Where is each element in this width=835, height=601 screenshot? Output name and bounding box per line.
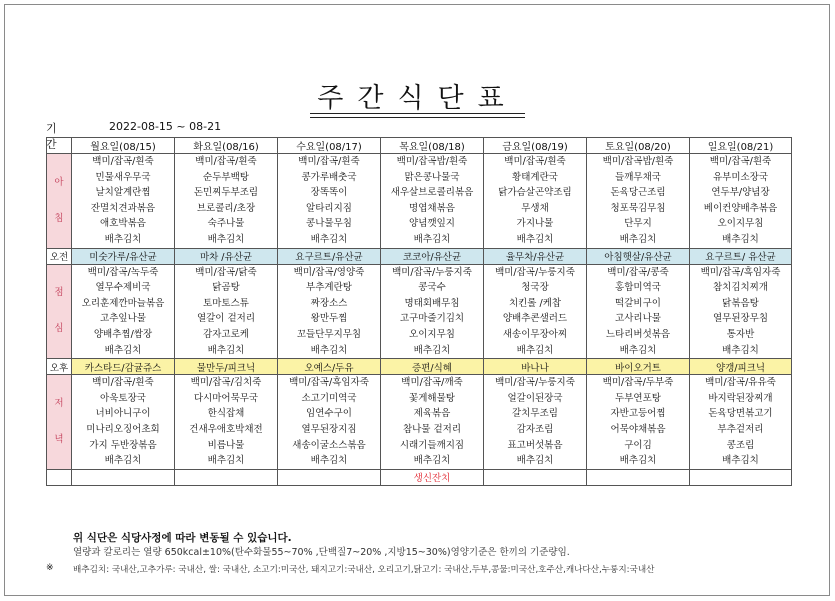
event-cell — [484, 469, 587, 485]
menu-item: 콩조림 — [726, 439, 755, 451]
am-snack-cell: 요구르트/ 유산균 — [690, 248, 792, 264]
am-snack-cell: 미숫가루/유산균 — [72, 248, 175, 264]
menu-item: 구이김 — [624, 439, 652, 451]
header-row — [47, 138, 792, 154]
menu-item: 장똑똑이 — [310, 187, 348, 199]
menu-item: 애호박볶음 — [100, 218, 146, 230]
menu-item: 감자고로케 — [203, 328, 249, 340]
menu-item: 홍합미역국 — [615, 282, 661, 294]
menu-item: 배추김치 — [722, 344, 759, 356]
dinner-label: 저 녁 — [47, 375, 72, 470]
menu-item: 백미/잡곡/흰죽 — [298, 156, 360, 167]
menu-item: 배추김치 — [310, 344, 348, 356]
menu-item: 감자조림 — [516, 423, 554, 435]
menu-item: 아욱토장국 — [100, 392, 146, 404]
dinner-cell — [278, 375, 381, 470]
menu-item: 얼갈이된장국 — [507, 392, 563, 404]
menu-item: 배추김치 — [413, 233, 451, 245]
am-snack-cell: 마차 /유산균 — [175, 248, 278, 264]
breakfast-cell — [278, 154, 381, 249]
menu-item: 가지나물 — [516, 218, 554, 230]
menu-item: 백미/잡곡/유유죽 — [705, 377, 776, 389]
menu-item: 알타리지짐 — [306, 202, 352, 214]
menu-item: 치킨롤 /케찹 — [508, 297, 562, 309]
menu-item: 양념깻잎지 — [409, 218, 455, 230]
pm-snack-cell: 양갱/피크닉 — [690, 359, 792, 375]
menu-item: 제육볶음 — [413, 408, 451, 420]
menu-item: 백미/잡곡밥/흰죽 — [602, 156, 674, 167]
menu-item: 연두부/양념장 — [711, 187, 770, 199]
menu-item: 배추김치 — [516, 344, 554, 356]
am-snack-cell: 아침햇살/유산균 — [587, 248, 690, 264]
menu-item: 백미/잡곡/흑임자죽 — [289, 377, 369, 389]
menu-item: 오리훈제깐마늘볶음 — [81, 297, 165, 309]
menu-item: 고추잎나물 — [100, 313, 146, 325]
menu-item: 갈치무조림 — [512, 408, 558, 420]
menu-item: 배추김치 — [619, 344, 657, 356]
period-label: 기간 — [46, 122, 57, 151]
menu-item: 민물새우무국 — [95, 171, 151, 183]
breakfast-cell — [484, 154, 587, 249]
pm-snack-cell: 오예스/두유 — [278, 359, 381, 375]
menu-item: 양배추찜/쌈장 — [93, 328, 153, 340]
menu-item: 표고버섯볶음 — [507, 439, 563, 451]
breakfast-cell — [690, 154, 792, 249]
am-snack-cell: 코코아/유산균 — [381, 248, 484, 264]
menu-item: 다시마어묵무국 — [193, 392, 259, 404]
lunch-cell — [278, 264, 381, 359]
menu-item: 새송이굴소스볶음 — [292, 439, 366, 451]
day-header: 토요일(08/20) — [587, 138, 690, 154]
menu-item: 고사리나물 — [615, 313, 661, 325]
menu-item: 배추김치 — [413, 455, 451, 467]
event-row — [47, 469, 792, 485]
day-header: 금요일(08/19) — [484, 138, 587, 154]
menu-item: 자반고등어찜 — [610, 408, 666, 420]
menu-item: 배추김치 — [207, 455, 245, 467]
menu-item: 청포묵김무침 — [610, 202, 666, 214]
menu-item: 배추김치 — [207, 233, 245, 245]
menu-item: 참치김치찌개 — [712, 282, 769, 294]
menu-item: 백미/잡곡/흰죽 — [195, 156, 257, 167]
title-underline-thin — [310, 117, 525, 118]
menu-item: 오이지무침 — [409, 328, 455, 340]
event-cell — [278, 469, 381, 485]
day-header: 목요일(08/18) — [381, 138, 484, 154]
menu-item: 닭가슴살곤약조림 — [498, 187, 572, 199]
lunch-cell — [690, 264, 792, 359]
breakfast-cell — [381, 154, 484, 249]
am-snack-cell: 요구르트/유산균 — [278, 248, 381, 264]
menu-item: 꽃게해물탕 — [409, 392, 455, 404]
pm-snack-cell: 바나나 — [484, 359, 587, 375]
pm-snack-cell: 물만두/피크닉 — [175, 359, 278, 375]
asterisk-mark: ※ — [46, 563, 54, 573]
menu-item: 열갈이 겉저리 — [196, 313, 256, 325]
dinner-cell — [690, 375, 792, 470]
pm-snack-cell: 바이오거트 — [587, 359, 690, 375]
breakfast-cell — [175, 154, 278, 249]
corner-cell — [47, 138, 72, 154]
event-cell — [175, 469, 278, 485]
menu-item: 백미/잡곡/닭죽 — [195, 266, 257, 278]
menu-item: 열무된장무침 — [712, 313, 769, 325]
menu-item: 백미/잡곡/누룽지죽 — [392, 266, 472, 278]
menu-item: 순두부백탕 — [203, 171, 249, 183]
am-snack-label: 오전 — [47, 248, 72, 264]
lunch-cell — [381, 264, 484, 359]
menu-item: 배추김치 — [104, 233, 142, 245]
menu-item: 임연수구이 — [306, 408, 352, 420]
note-calorie: 열량과 칼로리는 열량 650kcal±10%(탄수화물55~70% ,단백질7~20% ,지방15~30%)영양기준은 한끼의 기준량임. — [73, 547, 570, 558]
dinner-cell — [587, 375, 690, 470]
menu-item: 바지락된장찌개 — [708, 392, 773, 404]
menu-item: 닭곰탕 — [212, 282, 240, 294]
pm-snack-row — [47, 359, 792, 375]
lunch-cell — [587, 264, 690, 359]
menu-item: 숙주나물 — [207, 218, 245, 230]
event-label-cell — [47, 469, 72, 485]
menu-item: 두부연포탕 — [615, 392, 661, 404]
dinner-cell — [72, 375, 175, 470]
menu-item: 잔멸치견과볶음 — [90, 202, 156, 214]
breakfast-row — [47, 154, 792, 249]
menu-item: 부추겉저리 — [717, 423, 764, 435]
menu-item: 배추김치 — [413, 344, 451, 356]
menu-table — [46, 137, 792, 486]
pm-snack-label: 오후 — [47, 359, 72, 375]
menu-item: 베이컨양배추볶음 — [703, 202, 778, 214]
lunch-cell — [484, 264, 587, 359]
menu-item: 백미/잡곡/흑임자죽 — [700, 266, 781, 278]
menu-item: 브로콜리/초장 — [196, 202, 256, 214]
menu-item: 왕만두찜 — [310, 313, 348, 325]
day-header: 화요일(08/16) — [175, 138, 278, 154]
menu-item: 고구마줄기김치 — [399, 313, 465, 325]
menu-item: 오이지무침 — [717, 218, 764, 230]
menu-item: 꼬들단무지무침 — [296, 328, 362, 340]
menu-item: 느타리버섯볶음 — [605, 328, 671, 340]
menu-item: 한식잡채 — [207, 408, 245, 420]
lunch-cell — [175, 264, 278, 359]
menu-item: 새우살브로콜리볶음 — [390, 187, 474, 199]
menu-item: 배추김치 — [619, 233, 657, 245]
menu-item: 백미/잡곡밥/흰죽 — [396, 156, 468, 167]
menu-item: 소고기미역국 — [301, 392, 357, 404]
breakfast-cell — [72, 154, 175, 249]
dinner-cell — [175, 375, 278, 470]
event-cell — [587, 469, 690, 485]
menu-item: 백미/잡곡/누룽지죽 — [495, 266, 575, 278]
menu-item: 돈육당면볶고기 — [708, 408, 773, 420]
menu-item: 백미/잡곡/누룽지죽 — [495, 377, 575, 389]
menu-item: 배추김치 — [207, 344, 245, 356]
menu-item: 배추김치 — [104, 455, 142, 467]
menu-item: 명엽채볶음 — [409, 202, 455, 214]
pm-snack-cell: 증편/식혜 — [381, 359, 484, 375]
menu-item: 어묵야채볶음 — [610, 423, 666, 435]
menu-item: 토마토스튜 — [203, 297, 249, 309]
menu-item: 미나리오징어초회 — [86, 423, 160, 435]
event-cell — [690, 469, 792, 485]
pm-snack-cell: 카스타드/감귤쥬스 — [72, 359, 175, 375]
period-value: 2022-08-15 ~ 08-21 — [109, 120, 222, 133]
menu-item: 돈민찌두부조림 — [193, 187, 259, 199]
am-snack-row — [47, 248, 792, 264]
dinner-cell — [381, 375, 484, 470]
breakfast-label: 아 침 — [47, 154, 72, 249]
menu-item: 열무수제비국 — [95, 282, 151, 294]
menu-item: 시래기들깨지짐 — [399, 439, 465, 451]
menu-item: 참나물 겉저리 — [402, 423, 462, 435]
menu-item: 백미/잡곡/흰죽 — [504, 156, 566, 167]
menu-item: 무생채 — [521, 202, 549, 214]
menu-item: 배추김치 — [310, 233, 348, 245]
menu-item: 콩가루배춧국 — [301, 171, 357, 183]
menu-item: 돈육당근조림 — [610, 187, 666, 199]
day-header: 일요일(08/21) — [690, 138, 792, 154]
day-header: 수요일(08/17) — [278, 138, 381, 154]
menu-item: 새송이무장아찌 — [502, 328, 568, 340]
menu-item: 백미/잡곡/김치죽 — [190, 377, 262, 389]
note-origin: 배추김치: 국내산,고추가루: 국내산, 쌀: 국내산, 소고기:미국산, 돼지고기:국내산, 오리고기,닭고기: 국내산,두부,콩물:미국산,호주산,캐나다산,누룽지:국내산 — [73, 565, 655, 575]
menu-item: 짜장소스 — [310, 297, 348, 309]
menu-item: 콩나물무침 — [306, 218, 352, 230]
event-cell — [72, 469, 175, 485]
menu-item: 백미/잡곡/영양죽 — [293, 266, 365, 278]
menu-item: 배추김치 — [516, 455, 554, 467]
menu-item: 양배추콘샐러드 — [502, 313, 568, 325]
menu-item: 유부미소장국 — [712, 171, 769, 183]
menu-item: 배추김치 — [104, 344, 142, 356]
dinner-cell — [484, 375, 587, 470]
menu-item: 가지 두반장볶음 — [89, 439, 157, 451]
menu-item: 황태계란국 — [512, 171, 558, 183]
menu-item: 백미/잡곡/흰죽 — [92, 377, 154, 389]
breakfast-cell — [587, 154, 690, 249]
menu-item: 명태회배무침 — [404, 297, 460, 309]
menu-item: 배추김치 — [722, 455, 759, 467]
menu-item: 배추김치 — [516, 233, 554, 245]
menu-item: 너비아니구이 — [95, 408, 151, 420]
menu-item: 백미/잡곡/녹두죽 — [87, 266, 159, 278]
menu-item: 열무된장지짐 — [301, 423, 357, 435]
menu-item: 청국장 — [521, 282, 549, 294]
menu-item: 맑은콩나물국 — [404, 171, 460, 183]
menu-item: 건새우애호박채전 — [189, 423, 263, 435]
menu-item: 날치알계란찜 — [95, 187, 151, 199]
menu-item: 백미/잡곡/깨죽 — [401, 377, 463, 389]
menu-item: 단무지 — [624, 218, 652, 230]
menu-item: 떡갈비구이 — [615, 297, 661, 309]
menu-item: 콩국수 — [418, 282, 446, 294]
event-cell: 생신잔치 — [381, 469, 484, 485]
menu-item: 배추김치 — [310, 455, 348, 467]
menu-item: 닭볶음탕 — [722, 297, 759, 309]
day-header: 월요일(08/15) — [72, 138, 175, 154]
lunch-row — [47, 264, 792, 359]
menu-item: 백미/잡곡/콩죽 — [607, 266, 669, 278]
menu-item: 백미/잡곡/흰죽 — [92, 156, 154, 167]
menu-item: 배추김치 — [722, 233, 759, 245]
page-title: 주간식단표 — [317, 83, 518, 114]
dinner-row — [47, 375, 792, 470]
menu-item: 부추계란탕 — [306, 282, 352, 294]
menu-item: 비름나물 — [207, 439, 245, 451]
menu-item: 들깨무채국 — [615, 171, 661, 183]
lunch-cell — [72, 264, 175, 359]
menu-item: 백미/잡곡/흰죽 — [709, 156, 772, 167]
am-snack-cell: 율무차/유산균 — [484, 248, 587, 264]
menu-item: 통자반 — [726, 328, 755, 340]
note-change: 위 식단은 식당사정에 따라 변동될 수 있습니다. — [73, 532, 292, 544]
lunch-label: 점 심 — [47, 264, 72, 359]
menu-item: 배추김치 — [619, 455, 657, 467]
menu-item: 백미/잡곡/두부죽 — [602, 377, 674, 389]
title-underline — [310, 113, 525, 114]
